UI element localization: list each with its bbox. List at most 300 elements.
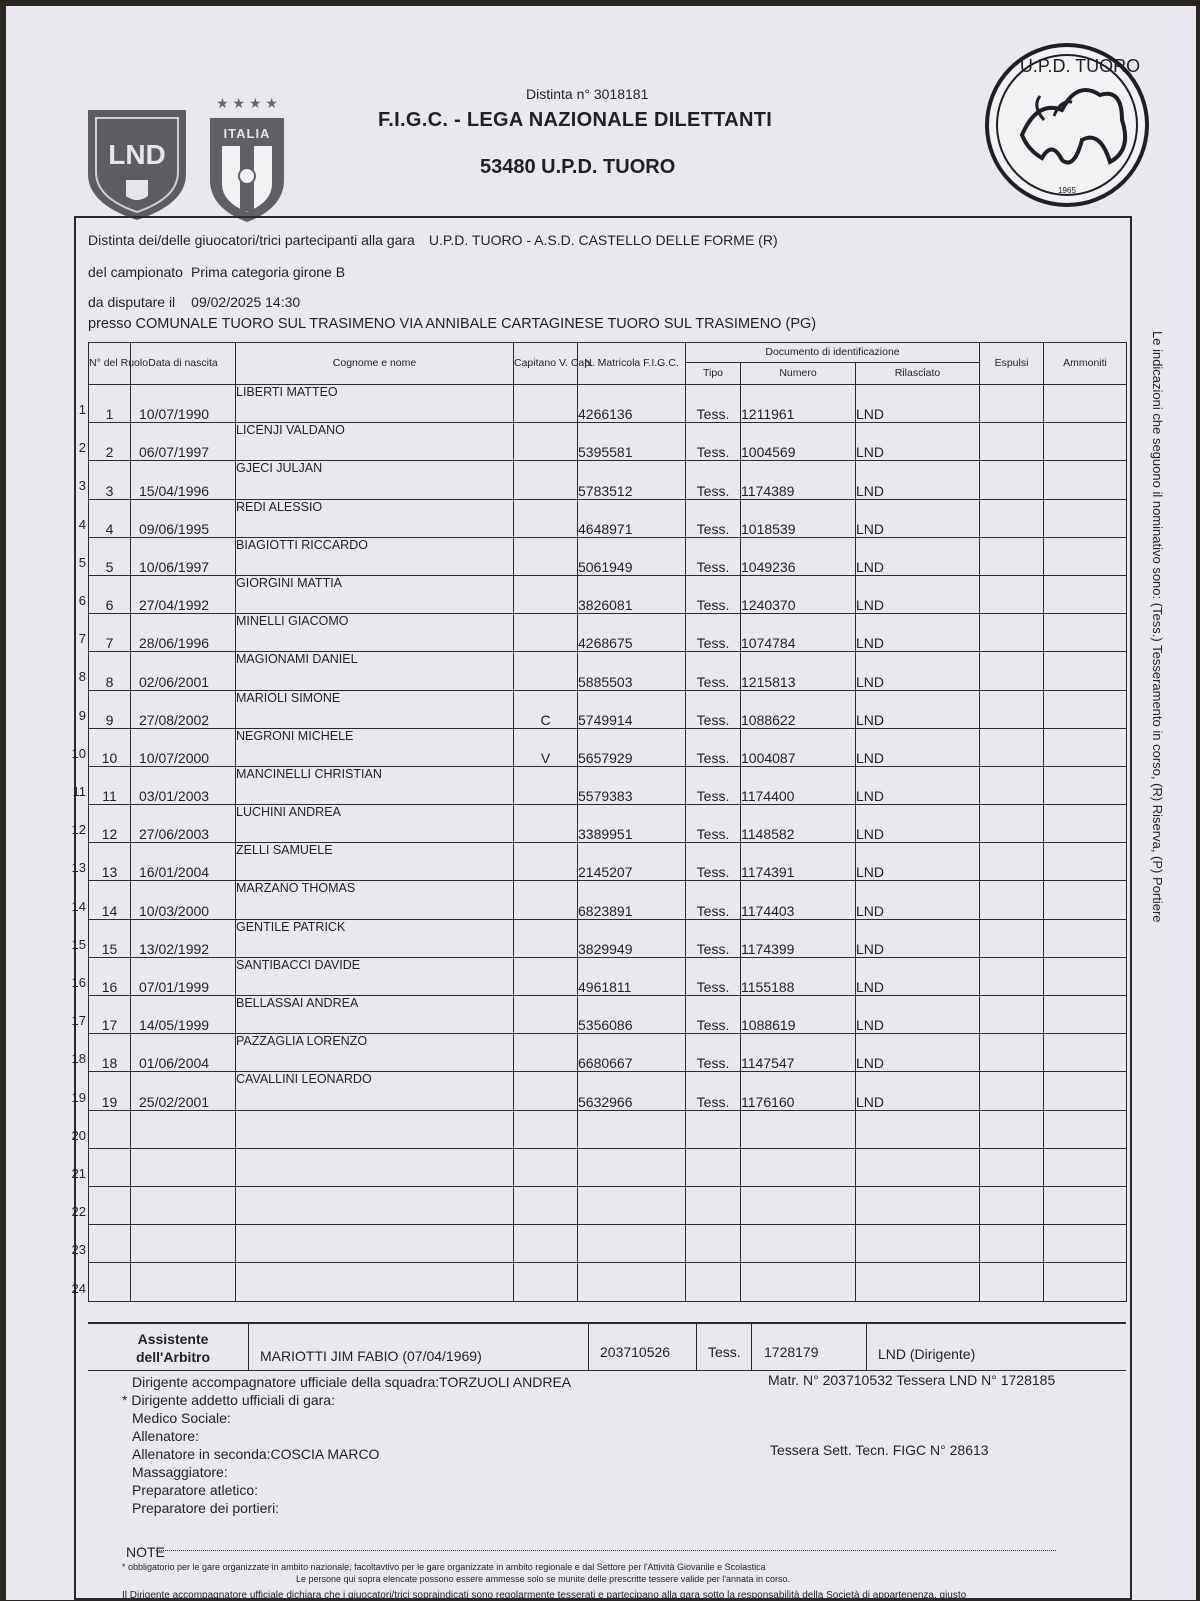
doc-type-cell: Tess.: [686, 843, 741, 881]
birthdate-cell: 10/03/2000: [131, 881, 236, 919]
matricola-cell: [578, 1148, 686, 1186]
issuer-cell: LND: [856, 652, 980, 690]
ammoniti-cell: [1044, 1072, 1127, 1110]
captain-cell: V: [514, 728, 578, 766]
espulsi-cell: [980, 1225, 1044, 1263]
table-row: [89, 805, 1127, 843]
issuer-cell: LND: [856, 461, 980, 499]
espulsi-cell: [980, 1110, 1044, 1148]
footnote-dichiarazione: Il Dirigente accompagnatore ufficiale dichiara che i giuocatori/trici sopraindicati sono regolarmente tesserati e partecipano alla gara sotto la responsabilità della Società di appartenenza, giusto: [122, 1590, 967, 1601]
assistente-label-1: Assistente: [137, 1331, 209, 1347]
player-name-cell: [236, 1148, 514, 1186]
matricola-cell: 5749914: [578, 690, 686, 728]
espulsi-cell: [980, 385, 1044, 423]
ammoniti-cell: [1044, 1148, 1127, 1186]
birthdate-cell: 10/07/1990: [131, 385, 236, 423]
ammoniti-cell: [1044, 461, 1127, 499]
doc-number-cell: 1176160: [741, 1072, 856, 1110]
player-name-cell: [236, 1225, 514, 1263]
doc-number-cell: 1174389: [741, 461, 856, 499]
disputare-value: 09/02/2025 14:30: [191, 294, 301, 310]
col-numero: Numero: [741, 363, 856, 385]
doc-number-cell: [741, 1110, 856, 1148]
table-row: [89, 728, 1127, 766]
row-number: 8: [78, 669, 86, 685]
ruolo-cell: 2: [89, 423, 131, 461]
doc-type-cell: Tess.: [686, 728, 741, 766]
matricola-cell: 4268675: [578, 614, 686, 652]
massaggiatore: Massaggiatore:: [132, 1464, 228, 1480]
espulsi-cell: [980, 728, 1044, 766]
issuer-cell: LND: [856, 881, 980, 919]
ammoniti-cell: [1044, 499, 1127, 537]
doc-number-cell: 1211961: [741, 385, 856, 423]
matricola-cell: 5395581: [578, 423, 686, 461]
player-name-cell: MARIOLI SIMONE: [236, 690, 514, 728]
ammoniti-cell: [1044, 1263, 1127, 1301]
birthdate-cell: 03/01/2003: [131, 766, 236, 804]
player-name-cell: MARZANO THOMAS: [236, 881, 514, 919]
row-number: 19: [71, 1089, 86, 1105]
espulsi-cell: [980, 1148, 1044, 1186]
roster-table: [88, 342, 1127, 1302]
doc-type-cell: Tess.: [686, 575, 741, 613]
doc-type-cell: Tess.: [686, 499, 741, 537]
ammoniti-cell: [1044, 805, 1127, 843]
doc-type-cell: [686, 1263, 741, 1301]
player-name-cell: PAZZAGLIA LORENZO: [236, 1034, 514, 1072]
player-name-cell: LICENJI VALDANO: [236, 423, 514, 461]
player-name-cell: MINELLI GIACOMO: [236, 614, 514, 652]
player-name-cell: LUCHINI ANDREA: [236, 805, 514, 843]
issuer-cell: LND: [856, 996, 980, 1034]
captain-cell: [514, 423, 578, 461]
col-documento: Documento di identificazione: [686, 343, 980, 363]
ammoniti-cell: [1044, 423, 1127, 461]
espulsi-cell: [980, 652, 1044, 690]
row-number: 9: [78, 707, 86, 723]
note-label: NOTE: [126, 1544, 165, 1560]
doc-type-cell: [686, 1110, 741, 1148]
ammoniti-cell: [1044, 728, 1127, 766]
matricola-cell: 3826081: [578, 575, 686, 613]
italia-logo-text: ITALIA: [223, 126, 271, 141]
matricola-cell: 5356086: [578, 996, 686, 1034]
lnd-logo-text: LND: [108, 139, 166, 170]
birthdate-cell: 28/06/1996: [131, 614, 236, 652]
row-number: 3: [78, 478, 86, 494]
birthdate-cell: [131, 1186, 236, 1224]
doc-number-cell: [741, 1186, 856, 1224]
birthdate-cell: [131, 1225, 236, 1263]
captain-cell: [514, 614, 578, 652]
footnote-obbligatorio: * obbligatorio per le gare organizzate in ambito nazionale, facoltavtivo per le gare organizzate in ambito regionale e dal Settore per l'Attività Giovanile e Scolastica: [122, 1562, 766, 1572]
row-number: 21: [71, 1166, 86, 1181]
ruolo-cell: 3: [89, 461, 131, 499]
matricola-cell: 3389951: [578, 805, 686, 843]
svg-text:★ ★ ★ ★: ★ ★ ★ ★: [216, 95, 278, 111]
ammoniti-cell: [1044, 537, 1127, 575]
espulsi-cell: [980, 957, 1044, 995]
birthdate-cell: 10/07/2000: [131, 728, 236, 766]
espulsi-cell: [980, 805, 1044, 843]
captain-cell: [514, 957, 578, 995]
partecipanti-label: Distinta dei/delle giuocatori/trici partecipanti alla gara: [88, 232, 415, 248]
captain-cell: [514, 385, 578, 423]
presso-label: presso: [88, 316, 132, 332]
captain-cell: [514, 1034, 578, 1072]
col-ruolo: N° del Ruolo: [89, 343, 131, 385]
matricola-cell: 4266136: [578, 385, 686, 423]
ruolo-cell: [89, 1148, 131, 1186]
dirigente-matricola: Matr. N° 203710532 Tessera LND N° 1728185: [768, 1372, 1056, 1388]
table-row: [89, 1110, 1127, 1148]
table-row: [89, 499, 1127, 537]
campionato-value: Prima categoria girone B: [190, 264, 346, 280]
issuer-cell: LND: [856, 385, 980, 423]
espulsi-cell: [980, 614, 1044, 652]
doc-number-cell: 1174391: [741, 843, 856, 881]
col-capitano: Capitano V. Cap.: [514, 343, 578, 385]
player-name-cell: BELLASSAI ANDREA: [236, 996, 514, 1034]
doc-type-cell: [686, 1148, 741, 1186]
club-logo: [982, 40, 1152, 210]
table-row: [89, 996, 1127, 1034]
player-name-cell: [236, 1186, 514, 1224]
espulsi-cell: [980, 996, 1044, 1034]
ruolo-cell: [89, 1186, 131, 1224]
birthdate-cell: 27/06/2003: [131, 805, 236, 843]
ammoniti-cell: [1044, 843, 1127, 881]
issuer-cell: [856, 1148, 980, 1186]
captain-cell: [514, 881, 578, 919]
ruolo-cell: 5: [89, 537, 131, 575]
doc-type-cell: Tess.: [686, 805, 741, 843]
club-title: 53480 U.P.D. TUORO: [480, 156, 676, 178]
doc-number-cell: 1018539: [741, 499, 856, 537]
captain-cell: [514, 1148, 578, 1186]
birthdate-cell: 02/06/2001: [131, 652, 236, 690]
doc-type-cell: Tess.: [686, 461, 741, 499]
presso-value: COMUNALE TUORO SUL TRASIMENO VIA ANNIBALE CARTAGINESE TUORO SUL TRASIMENO (PG): [135, 316, 817, 332]
row-number: 23: [71, 1242, 86, 1258]
table-row: [89, 881, 1127, 919]
birthdate-cell: 13/02/1992: [131, 919, 236, 957]
dirigente-addetto: * Dirigente addetto ufficiali di gara:: [122, 1392, 335, 1408]
ruolo-cell: [89, 1110, 131, 1148]
doc-type-cell: Tess.: [686, 423, 741, 461]
assistente-row: [88, 1322, 1126, 1371]
matricola-cell: 4648971: [578, 499, 686, 537]
captain-cell: [514, 996, 578, 1034]
issuer-cell: LND: [856, 1034, 980, 1072]
campionato-line: [88, 264, 345, 280]
doc-type-cell: [686, 1186, 741, 1224]
issuer-cell: LND: [856, 499, 980, 537]
birthdate-cell: [131, 1263, 236, 1301]
ammoniti-cell: [1044, 385, 1127, 423]
partecipanti-value: U.P.D. TUORO - A.S.D. CASTELLO DELLE FORME (R): [428, 232, 778, 248]
doc-number-cell: 1240370: [741, 575, 856, 613]
espulsi-cell: [980, 766, 1044, 804]
player-name-cell: MANCINELLI CHRISTIAN: [236, 766, 514, 804]
table-row: [89, 385, 1127, 423]
roster-body: [89, 385, 1127, 1302]
player-name-cell: CAVALLINI LEONARDO: [236, 1072, 514, 1110]
row-number: 13: [71, 860, 86, 876]
ruolo-cell: 10: [89, 728, 131, 766]
ruolo-cell: 16: [89, 957, 131, 995]
ammoniti-cell: [1044, 614, 1127, 652]
row-number: 7: [78, 631, 86, 647]
row-number: 20: [71, 1127, 86, 1143]
doc-number-cell: [741, 1225, 856, 1263]
birthdate-cell: 01/06/2004: [131, 1034, 236, 1072]
captain-cell: [514, 575, 578, 613]
col-espulsi: Espulsi: [980, 343, 1044, 385]
ammoniti-cell: [1044, 690, 1127, 728]
col-nascita: Data di nascita: [131, 343, 236, 385]
issuer-cell: LND: [856, 537, 980, 575]
matricola-cell: 5657929: [578, 728, 686, 766]
table-row: [89, 1263, 1127, 1301]
row-number: 24: [71, 1280, 86, 1296]
captain-cell: [514, 499, 578, 537]
distinta-sheet: [6, 6, 1196, 1600]
ammoniti-cell: [1044, 766, 1127, 804]
disputare-label: da disputare il: [88, 294, 176, 310]
captain-cell: [514, 1225, 578, 1263]
player-name-cell: ZELLI SAMUELE: [236, 843, 514, 881]
preparatore-atletico: Preparatore atletico:: [132, 1482, 259, 1498]
table-row: [89, 537, 1127, 575]
row-number: 14: [71, 898, 86, 914]
player-name-cell: REDI ALESSIO: [236, 499, 514, 537]
table-row: [89, 766, 1127, 804]
doc-number-cell: 1174400: [741, 766, 856, 804]
doc-type-cell: Tess.: [686, 881, 741, 919]
espulsi-cell: [980, 537, 1044, 575]
captain-cell: [514, 652, 578, 690]
ammoniti-cell: [1044, 575, 1127, 613]
doc-type-cell: Tess.: [686, 1072, 741, 1110]
matricola-cell: 5061949: [578, 537, 686, 575]
ammoniti-cell: [1044, 1225, 1127, 1263]
birthdate-cell: 25/02/2001: [131, 1072, 236, 1110]
matricola-cell: 6823891: [578, 881, 686, 919]
issuer-cell: [856, 1263, 980, 1301]
distinta-number: Distinta n° 3018181: [526, 86, 649, 102]
matricola-cell: 5783512: [578, 461, 686, 499]
espulsi-cell: [980, 1072, 1044, 1110]
matricola-cell: [578, 1110, 686, 1148]
doc-number-cell: [741, 1263, 856, 1301]
doc-type-cell: [686, 1225, 741, 1263]
doc-type-cell: Tess.: [686, 919, 741, 957]
assistente-tipo: Tess.: [708, 1344, 741, 1360]
note-line: [156, 1550, 1056, 1551]
ruolo-cell: 17: [89, 996, 131, 1034]
doc-type-cell: Tess.: [686, 537, 741, 575]
table-row: [89, 957, 1127, 995]
doc-type-cell: Tess.: [686, 766, 741, 804]
assistente-numero: 1728179: [764, 1344, 819, 1360]
birthdate-cell: 27/04/1992: [131, 575, 236, 613]
col-ammoniti: Ammoniti: [1044, 343, 1127, 385]
issuer-cell: LND: [856, 728, 980, 766]
espulsi-cell: [980, 461, 1044, 499]
ruolo-cell: 13: [89, 843, 131, 881]
ammoniti-cell: [1044, 1186, 1127, 1224]
club-logo-text: U.P.D. TUORO: [1019, 56, 1141, 76]
ruolo-cell: 12: [89, 805, 131, 843]
captain-cell: [514, 766, 578, 804]
captain-cell: [514, 461, 578, 499]
row-number: 10: [71, 745, 86, 761]
espulsi-cell: [980, 423, 1044, 461]
doc-number-cell: [741, 1148, 856, 1186]
captain-cell: [514, 1110, 578, 1148]
ruolo-cell: 8: [89, 652, 131, 690]
row-number: 16: [71, 975, 86, 990]
doc-number-cell: 1148582: [741, 805, 856, 843]
row-number: 1: [78, 402, 86, 417]
captain-cell: [514, 919, 578, 957]
assistente-matricola: 203710526: [600, 1344, 671, 1360]
table-row: [89, 652, 1127, 690]
allenatore-seconda: Allenatore in seconda:COSCIA MARCO: [132, 1446, 380, 1462]
table-row: [89, 423, 1127, 461]
doc-number-cell: 1174399: [741, 919, 856, 957]
birthdate-cell: [131, 1110, 236, 1148]
federation-title: F.I.G.C. - LEGA NAZIONALE DILETTANTI: [378, 109, 773, 131]
ammoniti-cell: [1044, 957, 1127, 995]
matricola-cell: 5632966: [578, 1072, 686, 1110]
birthdate-cell: 16/01/2004: [131, 843, 236, 881]
ruolo-cell: 6: [89, 575, 131, 613]
player-name-cell: SANTIBACCI DAVIDE: [236, 957, 514, 995]
birthdate-cell: [131, 1148, 236, 1186]
row-number: 2: [78, 440, 86, 456]
doc-type-cell: Tess.: [686, 385, 741, 423]
doc-type-cell: Tess.: [686, 652, 741, 690]
row-number: 18: [71, 1051, 86, 1067]
ruolo-cell: 14: [89, 881, 131, 919]
captain-cell: C: [514, 690, 578, 728]
ruolo-cell: [89, 1263, 131, 1301]
ammoniti-cell: [1044, 1034, 1127, 1072]
table-row: [89, 1225, 1127, 1263]
ruolo-cell: 1: [89, 385, 131, 423]
captain-cell: [514, 1186, 578, 1224]
table-row: [89, 690, 1127, 728]
doc-type-cell: Tess.: [686, 957, 741, 995]
allenatore: Allenatore:: [132, 1428, 199, 1444]
matricola-cell: 3829949: [578, 919, 686, 957]
birthdate-cell: 14/05/1999: [131, 996, 236, 1034]
ruolo-cell: [89, 1225, 131, 1263]
data-line: [88, 294, 300, 310]
issuer-cell: LND: [856, 575, 980, 613]
table-row: [89, 1148, 1127, 1186]
doc-type-cell: Tess.: [686, 1034, 741, 1072]
matricola-cell: [578, 1225, 686, 1263]
issuer-cell: [856, 1110, 980, 1148]
player-name-cell: NEGRONI MICHELE: [236, 728, 514, 766]
matricola-cell: [578, 1263, 686, 1301]
espulsi-cell: [980, 919, 1044, 957]
table-row: [89, 843, 1127, 881]
medico-sociale: Medico Sociale:: [132, 1410, 231, 1426]
doc-number-cell: 1155188: [741, 957, 856, 995]
doc-number-cell: 1004087: [741, 728, 856, 766]
espulsi-cell: [980, 690, 1044, 728]
partecipanti-line: [88, 232, 778, 248]
ammoniti-cell: [1044, 919, 1127, 957]
row-number: 5: [78, 554, 86, 570]
ruolo-cell: 4: [89, 499, 131, 537]
doc-number-cell: 1088619: [741, 996, 856, 1034]
table-row: [89, 461, 1127, 499]
espulsi-cell: [980, 575, 1044, 613]
birthdate-cell: 27/08/2002: [131, 690, 236, 728]
assistente-rilasciato: LND (Dirigente): [878, 1346, 976, 1362]
player-name-cell: LIBERTI MATTEO: [236, 385, 514, 423]
ammoniti-cell: [1044, 652, 1127, 690]
player-name-cell: GJECI JULJAN: [236, 461, 514, 499]
footnote-persone: Le persone qui sopra elencate possono essere ammesse solo se munite delle prescritte tessere valide per l'annata in corso.: [296, 1574, 790, 1584]
doc-number-cell: 1147547: [741, 1034, 856, 1072]
col-nome: Cognome e nome: [236, 343, 514, 385]
presso-line: [88, 316, 816, 332]
issuer-cell: LND: [856, 805, 980, 843]
doc-type-cell: Tess.: [686, 614, 741, 652]
ammoniti-cell: [1044, 1110, 1127, 1148]
espulsi-cell: [980, 1034, 1044, 1072]
row-number: 11: [72, 784, 86, 799]
table-row: [89, 1034, 1127, 1072]
row-number: 22: [71, 1204, 86, 1220]
doc-number-cell: 1049236: [741, 537, 856, 575]
captain-cell: [514, 843, 578, 881]
dirigente-accompagnatore: Dirigente accompagnatore ufficiale della squadra:TORZUOLI ANDREA: [132, 1374, 572, 1390]
ruolo-cell: 11: [89, 766, 131, 804]
ruolo-cell: 7: [89, 614, 131, 652]
matricola-cell: 5885503: [578, 652, 686, 690]
doc-type-cell: Tess.: [686, 690, 741, 728]
row-number: 6: [78, 593, 86, 608]
ruolo-cell: 18: [89, 1034, 131, 1072]
birthdate-cell: 10/06/1997: [131, 537, 236, 575]
issuer-cell: LND: [856, 423, 980, 461]
table-row: [89, 575, 1127, 613]
doc-number-cell: 1004569: [741, 423, 856, 461]
birthdate-cell: 07/01/1999: [131, 957, 236, 995]
ammoniti-cell: [1044, 996, 1127, 1034]
col-tipo: Tipo: [686, 363, 741, 385]
table-row: [89, 614, 1127, 652]
matricola-cell: 2145207: [578, 843, 686, 881]
player-name-cell: BIAGIOTTI RICCARDO: [236, 537, 514, 575]
issuer-cell: LND: [856, 690, 980, 728]
matricola-cell: 6680667: [578, 1034, 686, 1072]
ruolo-cell: 19: [89, 1072, 131, 1110]
row-number: 12: [71, 822, 86, 838]
side-legend: Le indicazioni che seguono il nominativo sono: (Tess.) Tesseramento in corso, (R) Riserva, (P) Portiere: [1150, 331, 1165, 923]
club-logo-year: 1965: [1058, 186, 1076, 195]
lnd-logo: [82, 104, 192, 224]
issuer-cell: LND: [856, 843, 980, 881]
